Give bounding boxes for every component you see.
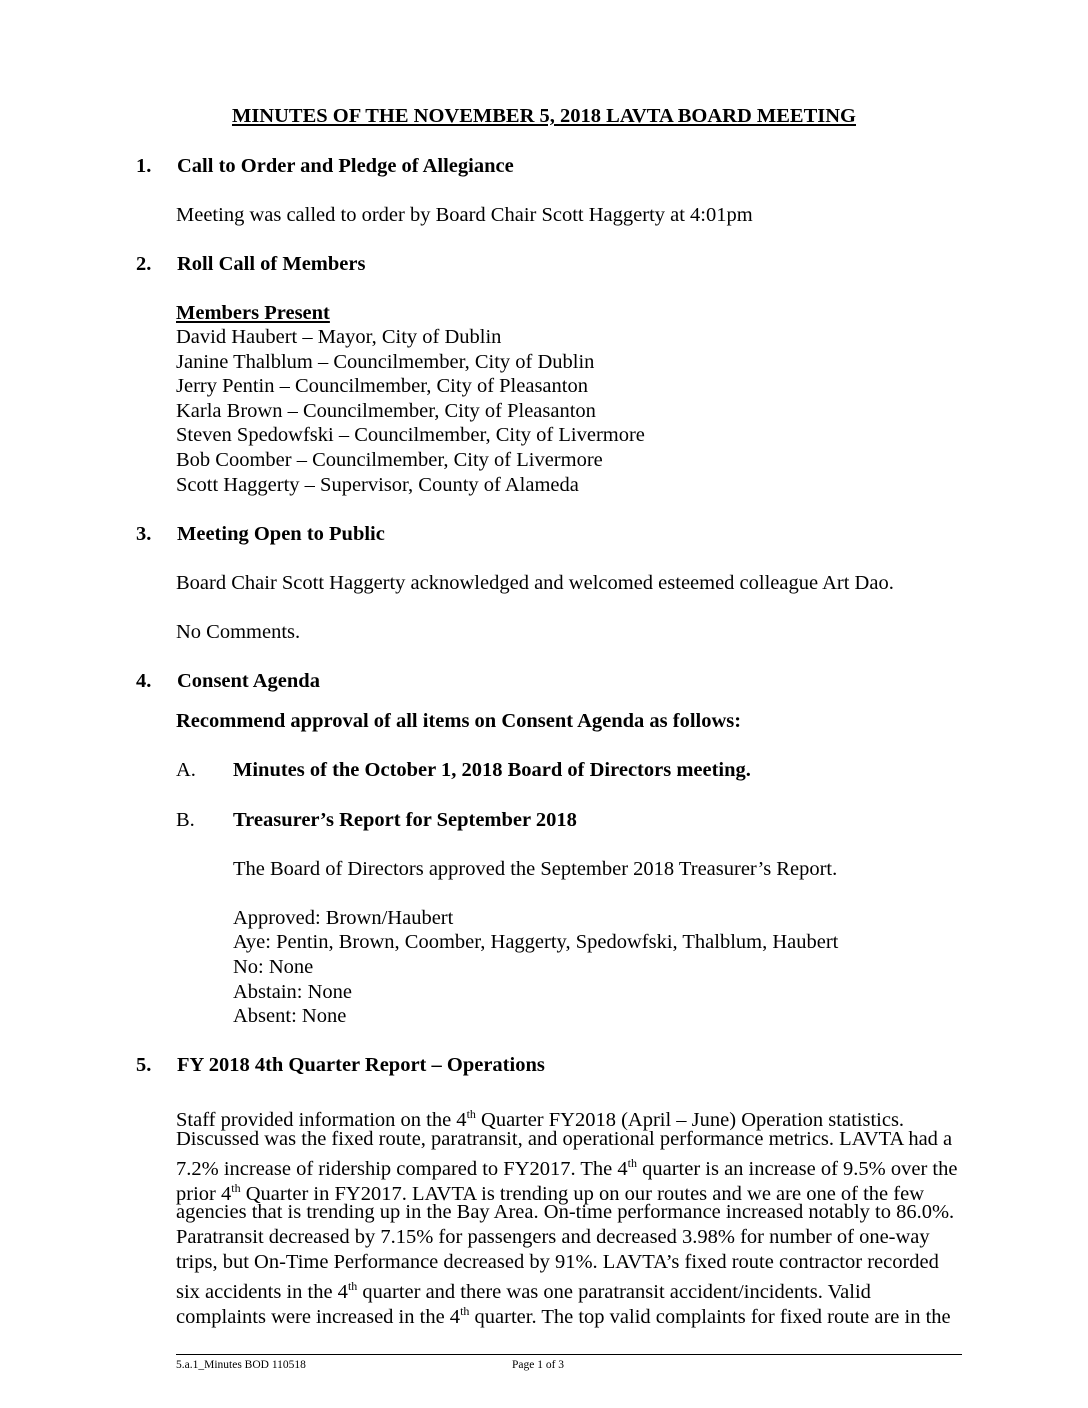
operations-text-line: agencies that is trending up in the Bay Area. On-time performance increased notably to 86.0%. [176, 1201, 955, 1223]
no-comments-text: No Comments. [176, 621, 301, 643]
public-comment-text: Board Chair Scott Haggerty acknowledged and welcomed esteemed colleague Art Dao. [176, 572, 894, 594]
section-4-title: Consent Agenda [177, 670, 320, 692]
member-line: Steven Spedowfski – Councilmember, City of Livermore [176, 424, 645, 446]
section-5-number: 5. [136, 1054, 152, 1076]
operations-text-line: complaints were increased in the 4th quarter. The top valid complaints for fixed route are in the [176, 1304, 951, 1328]
vote-line: No: None [233, 956, 314, 978]
member-line: Scott Haggerty – Supervisor, County of Alameda [176, 474, 579, 496]
consent-item-b-letter: B. [176, 809, 195, 831]
members-present-heading: Members Present [176, 302, 330, 324]
footer-doc-id: 5.a.1_Minutes BOD 110518 [176, 1359, 306, 1371]
treasurer-report-text: The Board of Directors approved the September 2018 Treasurer’s Report. [233, 858, 838, 880]
section-3-title: Meeting Open to Public [177, 523, 385, 545]
operations-text-line: trips, but On-Time Performance decreased by 91%. LAVTA’s fixed route contractor recorded [176, 1251, 939, 1273]
member-line: Bob Coomber – Councilmember, City of Livermore [176, 449, 603, 471]
operations-text-line: six accidents in the 4th quarter and there was one paratransit accident/incidents. Valid [176, 1279, 871, 1303]
operations-text-line: Paratransit decreased by 7.15% for passengers and decreased 3.98% for number of one-way [176, 1226, 930, 1248]
section-2-number: 2. [136, 253, 152, 275]
section-1-title: Call to Order and Pledge of Allegiance [177, 155, 514, 177]
call-to-order-text: Meeting was called to order by Board Chair Scott Haggerty at 4:01pm [176, 204, 753, 226]
vote-line: Abstain: None [233, 981, 352, 1003]
footer-page-number: Page 1 of 3 [512, 1359, 565, 1371]
operations-text-line: 7.2% increase of ridership compared to FY2017. The 4th quarter is an increase of 9.5% over the [176, 1156, 958, 1180]
member-line: Jerry Pentin – Councilmember, City of Pleasanton [176, 375, 588, 397]
consent-recommendation: Recommend approval of all items on Consent Agenda as follows: [176, 710, 742, 732]
section-3-number: 3. [136, 523, 152, 545]
member-line: Karla Brown – Councilmember, City of Pleasanton [176, 400, 596, 422]
section-5-title: FY 2018 4th Quarter Report – Operations [177, 1054, 545, 1076]
operations-text-line: Discussed was the fixed route, paratransit, and operational performance metrics. LAVTA had a [176, 1128, 953, 1150]
operations-text-line: prior 4th Quarter in FY2017. LAVTA is trending up on our routes and we are one of the few [176, 1181, 925, 1205]
section-2-title: Roll Call of Members [177, 253, 366, 275]
consent-item-b-text: Treasurer’s Report for September 2018 [233, 809, 577, 831]
vote-line: Absent: None [233, 1005, 347, 1027]
document-title: MINUTES OF THE NOVEMBER 5, 2018 LAVTA BOARD MEETING [231, 105, 856, 127]
member-line: Janine Thalblum – Councilmember, City of Dublin [176, 351, 595, 373]
section-4-number: 4. [136, 670, 152, 692]
section-1-number: 1. [136, 155, 152, 177]
vote-line: Approved: Brown/Haubert [233, 907, 454, 929]
consent-item-a-text: Minutes of the October 1, 2018 Board of Directors meeting. [233, 759, 751, 781]
vote-line: Aye: Pentin, Brown, Coomber, Haggerty, Spedowfski, Thalblum, Haubert [233, 931, 839, 953]
footer-rule [176, 1354, 962, 1355]
operations-text-line: Staff provided information on the 4th Quarter FY2018 (April – June) Operation statistics. [176, 1107, 905, 1131]
consent-item-a-letter: A. [176, 759, 196, 781]
member-line: David Haubert – Mayor, City of Dublin [176, 326, 502, 348]
